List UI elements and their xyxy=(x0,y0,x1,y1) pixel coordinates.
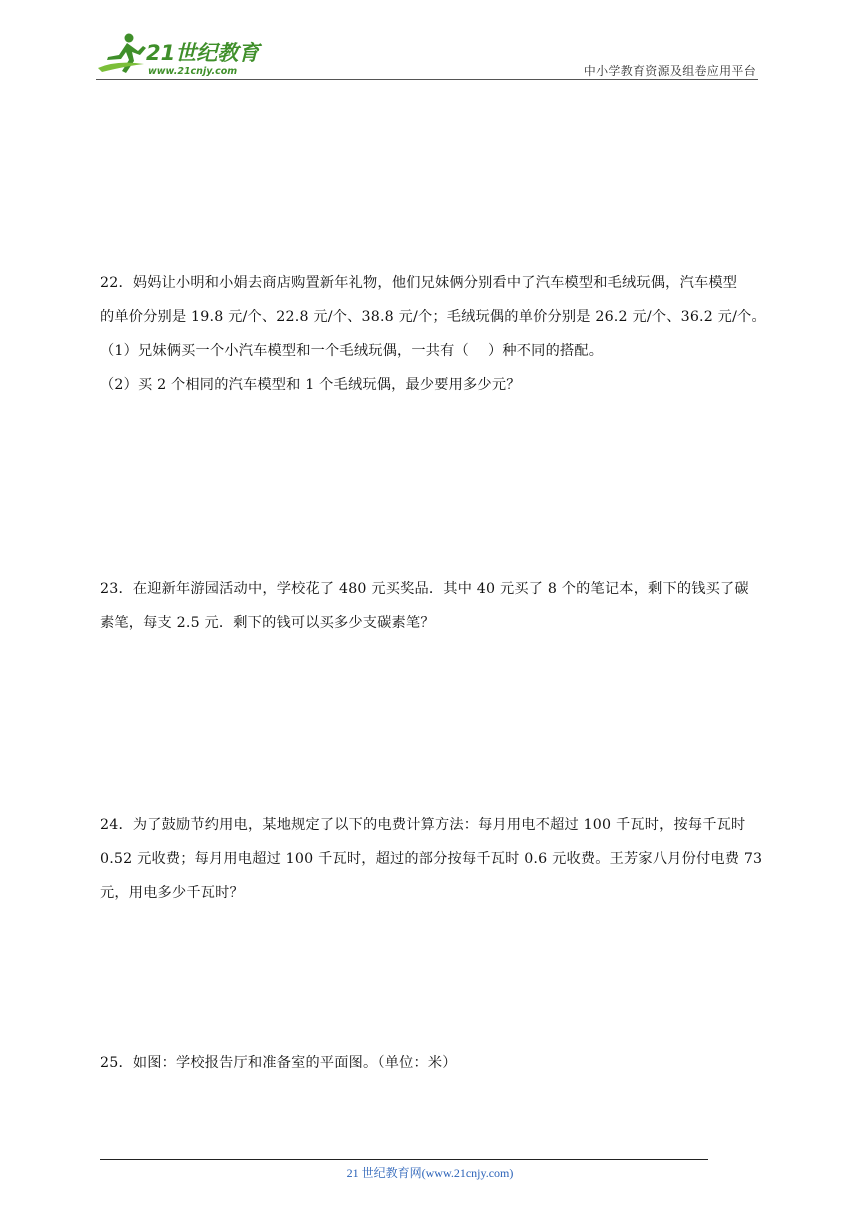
logo-graphic xyxy=(96,30,266,78)
logo-swoosh xyxy=(98,63,144,72)
question-line: 25．如图：学校报告厅和准备室的平面图。（单位：米） xyxy=(100,1055,457,1071)
footer-divider xyxy=(100,1159,708,1160)
question-24 xyxy=(100,808,762,910)
question-line: 0.52 元收费；每月用电超过 100 千瓦时，超过的部分按每千瓦时 0.6 元收费。王芳家八月份付电费 73 xyxy=(100,851,763,867)
footer-link[interactable]: 21 世纪教育网(www.21cnjy.com) xyxy=(346,1166,514,1180)
question-22 xyxy=(100,266,766,402)
page-header xyxy=(96,30,758,80)
question-line: 的单价分别是 19.8 元/个、22.8 元/个、38.8 元/个；毛绒玩偶的单价分别是 26.2 元/个、36.2 元/个。 xyxy=(100,309,766,325)
question-line: （2）买 2 个相同的汽车模型和 1 个毛绒玩偶，最少要用多少元？ xyxy=(100,377,521,393)
question-23 xyxy=(100,572,762,640)
header-platform-text: 中小学教育资源及组卷应用平台 xyxy=(583,64,756,78)
question-25 xyxy=(100,1046,762,1080)
header-divider xyxy=(96,79,758,80)
question-line: 23．在迎新年游园活动中，学校花了 480 元买奖品．其中 40 元买了 8 个的笔记本，剩下的钱买了碳 xyxy=(100,581,749,597)
question-line: 24．为了鼓励节约用电，某地规定了以下的电费计算方法：每月用电不超过 100 千瓦时，按每千瓦时 xyxy=(100,817,746,833)
question-line: （1）兄妹俩买一个小汽车模型和一个毛绒玩偶，一共有（ ）种不同的搭配。 xyxy=(100,343,604,359)
logo-text: 21世纪教育 xyxy=(146,41,260,65)
logo xyxy=(96,30,266,78)
logo-url: www.21cnjy.com xyxy=(148,66,238,77)
question-line: 元，用电多少千瓦时？ xyxy=(100,885,244,901)
question-line: 素笔，每支 2.5 元．剩下的钱可以买多少支碳素笔？ xyxy=(100,615,435,631)
question-line: 22．妈妈让小明和小娟去商店购置新年礼物，他们兄妹俩分别看中了汽车模型和毛绒玩偶，汽车模型 xyxy=(100,275,738,291)
logo-figure-head xyxy=(125,34,134,43)
